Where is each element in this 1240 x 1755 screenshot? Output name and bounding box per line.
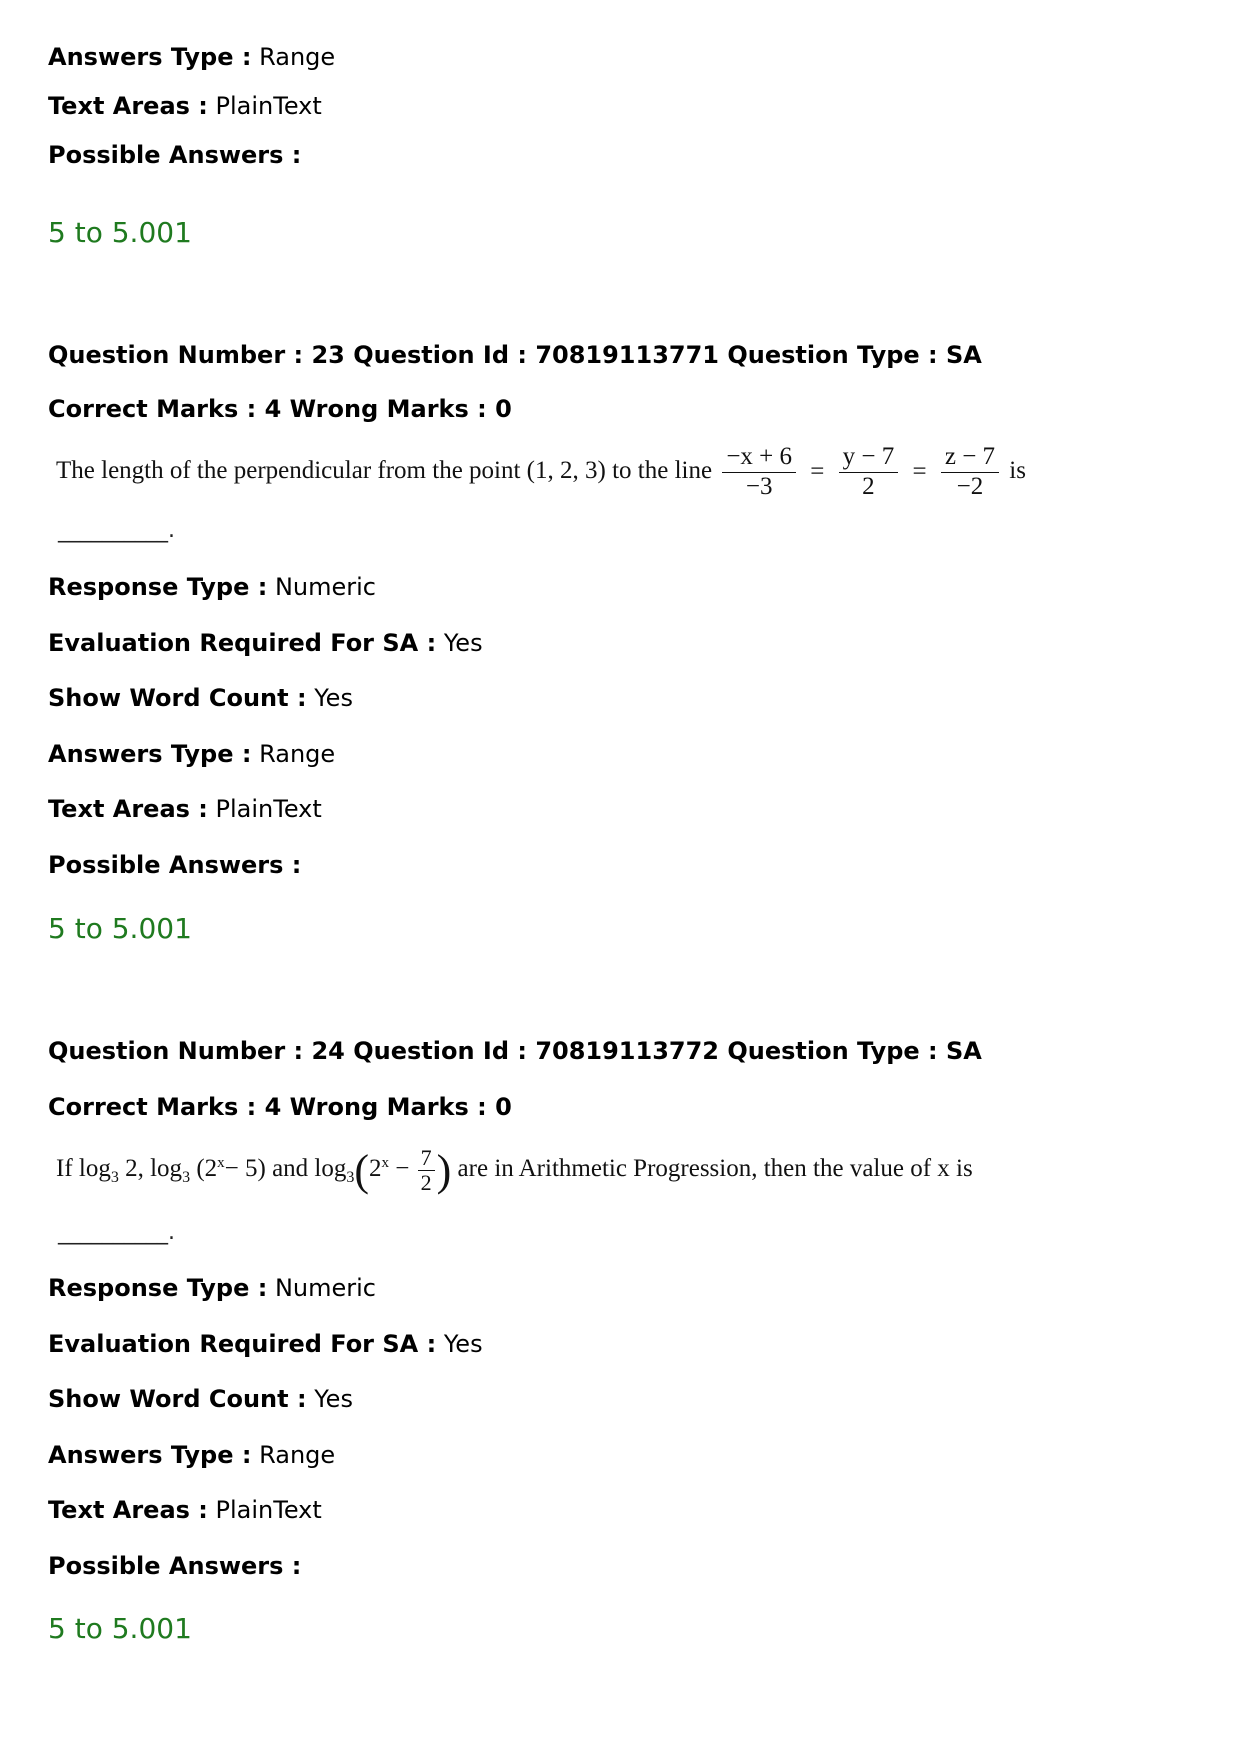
answers-type-label: Answers Type : — [48, 1441, 252, 1469]
log-function: log — [314, 1155, 347, 1183]
answers-type-label: Answers Type : — [48, 740, 252, 768]
response-type-label: Response Type : — [48, 573, 268, 601]
log-argument-rest: − 5) and — [224, 1155, 309, 1183]
question-header-text: Question Number : 24 Question Id : 70819113772 Question Type : SA — [48, 1037, 982, 1065]
log-base: 3 — [110, 1169, 119, 1187]
possible-answers-label: Possible Answers : — [48, 851, 302, 879]
show-word-count-label: Show Word Count : — [48, 684, 307, 712]
log-function: log — [78, 1155, 111, 1183]
fraction-1 — [722, 443, 796, 502]
question-header-text: Question Number : 23 Question Id : 70819113771 Question Type : SA — [48, 341, 982, 369]
text-areas-row — [48, 794, 322, 824]
text-areas-value: PlainText — [215, 1496, 322, 1524]
response-type-value: Numeric — [274, 573, 376, 601]
response-type-row — [48, 1273, 376, 1303]
possible-answer-value: 5 to 5.001 — [48, 1612, 192, 1645]
log-base: 3 — [346, 1169, 355, 1187]
show-word-count-value: Yes — [314, 1385, 353, 1413]
paren-open: ( — [354, 1146, 370, 1195]
fraction-2-numerator: y − 7 — [839, 443, 899, 473]
marks-row-24 — [48, 1092, 512, 1122]
question-text-if: If — [56, 1155, 73, 1183]
possible-answers-row — [48, 850, 301, 880]
marks-row-23 — [48, 394, 512, 424]
response-type-label: Response Type : — [48, 1274, 268, 1302]
text-areas-row — [48, 1495, 322, 1525]
possible-answer-value: 5 to 5.001 — [48, 216, 192, 249]
log-argument: 2, — [125, 1155, 144, 1183]
possible-answers-row — [48, 140, 301, 170]
evaluation-required-row — [48, 1329, 483, 1359]
question-text-post: is — [1009, 456, 1026, 484]
marks-text: Correct Marks : 4 Wrong Marks : 0 — [48, 1093, 512, 1121]
answers-type-row — [48, 739, 335, 769]
fraction-3 — [941, 443, 999, 502]
equals-sign: = — [912, 458, 927, 486]
fraction-3-numerator: z − 7 — [941, 443, 999, 473]
log-argument: (2 — [196, 1155, 218, 1183]
question-text-post: are in Arithmetic Progression, then the value of x is — [457, 1155, 973, 1183]
question-text-23 — [56, 443, 1026, 502]
response-type-row — [48, 572, 376, 602]
question-text-24 — [56, 1145, 973, 1196]
fraction-1-denominator: −3 — [745, 472, 773, 500]
show-word-count-row — [48, 683, 353, 713]
text-areas-value: PlainText — [215, 795, 322, 823]
text-areas-label: Text Areas : — [48, 795, 208, 823]
fraction-denominator: 2 — [420, 1170, 432, 1195]
fraction-seven-halves — [418, 1146, 435, 1195]
answers-type-row — [48, 1440, 335, 1470]
answers-type-value: Range — [259, 43, 336, 71]
question-header-23 — [48, 340, 982, 370]
answer-blank: __________. — [58, 518, 175, 543]
show-word-count-row — [48, 1384, 353, 1414]
fraction-numerator: 7 — [418, 1146, 435, 1171]
possible-answers-row — [48, 1551, 301, 1581]
evaluation-required-row — [48, 628, 483, 658]
equals-sign: = — [810, 458, 825, 486]
evaluation-required-value: Yes — [443, 629, 483, 657]
paren-close: ) — [436, 1146, 452, 1195]
possible-answers-label: Possible Answers : — [48, 1552, 302, 1580]
question-text-pre: The length of the perpendicular from the point (1, 2, 3) to the line — [56, 456, 713, 484]
exponent: x — [217, 1154, 225, 1171]
text-areas-value: PlainText — [215, 92, 322, 120]
answers-type-value: Range — [259, 1441, 336, 1469]
question-header-24 — [48, 1036, 982, 1066]
evaluation-required-value: Yes — [443, 1330, 483, 1358]
log-base: 3 — [182, 1169, 191, 1187]
exponent: x — [381, 1154, 390, 1171]
response-type-value: Numeric — [274, 1274, 376, 1302]
text-areas-label: Text Areas : — [48, 1496, 208, 1524]
answer-blank: __________. — [58, 1220, 175, 1245]
show-word-count-value: Yes — [314, 684, 353, 712]
evaluation-required-label: Evaluation Required For SA : — [48, 629, 437, 657]
text-areas-label: Text Areas : — [48, 92, 208, 120]
answers-type-row — [48, 42, 335, 72]
fraction-1-numerator: −x + 6 — [722, 443, 796, 473]
answers-type-value: Range — [259, 740, 336, 768]
possible-answers-label: Possible Answers : — [48, 141, 302, 169]
text-areas-row — [48, 91, 322, 121]
marks-text: Correct Marks : 4 Wrong Marks : 0 — [48, 395, 512, 423]
minus-sign: − — [395, 1155, 410, 1183]
log-function: log — [150, 1155, 183, 1183]
fraction-2 — [839, 443, 899, 502]
evaluation-required-label: Evaluation Required For SA : — [48, 1330, 437, 1358]
log-argument: 2 — [369, 1155, 382, 1183]
possible-answer-value: 5 to 5.001 — [48, 912, 192, 945]
fraction-3-denominator: −2 — [956, 472, 984, 500]
show-word-count-label: Show Word Count : — [48, 1385, 307, 1413]
fraction-2-denominator: 2 — [862, 472, 875, 500]
answers-type-label: Answers Type : — [48, 43, 252, 71]
